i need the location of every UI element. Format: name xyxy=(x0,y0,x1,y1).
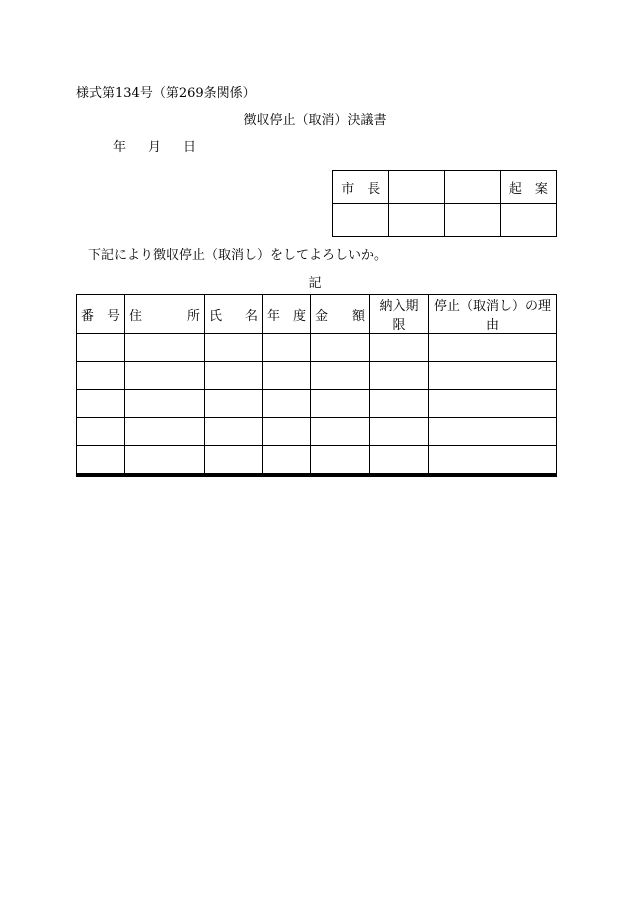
table-row xyxy=(77,334,557,362)
document-title: 徴収停止（取消）決議書 xyxy=(243,113,387,128)
approval-mayor-cell: 市 長 xyxy=(333,171,389,204)
form-number: 様式第134号（第269条関係） xyxy=(76,86,256,101)
col-amount: 金 額 xyxy=(311,295,370,334)
statement-text: 下記により徴収停止（取消し）をしてよろしいか。 xyxy=(88,248,388,263)
table-row xyxy=(77,390,557,418)
date-line xyxy=(113,136,196,155)
col-reason: 停止（取消し）の理由 xyxy=(429,295,557,334)
table-row xyxy=(77,446,557,476)
approval-cell xyxy=(389,171,445,204)
approval-box xyxy=(332,170,557,237)
approval-stamp-cell xyxy=(500,204,556,237)
approval-stamp-cell xyxy=(445,204,501,237)
col-due-date: 納入期限 xyxy=(370,295,429,334)
table-row xyxy=(77,362,557,390)
approval-stamp-cell xyxy=(389,204,445,237)
details-table xyxy=(76,294,557,477)
col-name: 氏 名 xyxy=(205,295,263,334)
approval-cell xyxy=(445,171,501,204)
col-address: 住 所 xyxy=(125,295,205,334)
ki-heading: 記 xyxy=(308,276,322,291)
table-row xyxy=(77,418,557,446)
header-row xyxy=(77,295,557,334)
year-label: 年 xyxy=(113,140,127,155)
day-label: 日 xyxy=(183,140,197,155)
col-fiscal-year: 年 度 xyxy=(263,295,311,334)
approval-stamp-cell xyxy=(333,204,389,237)
col-number: 番 号 xyxy=(77,295,125,334)
approval-draft-cell: 起 案 xyxy=(500,171,556,204)
month-label: 月 xyxy=(148,140,162,155)
